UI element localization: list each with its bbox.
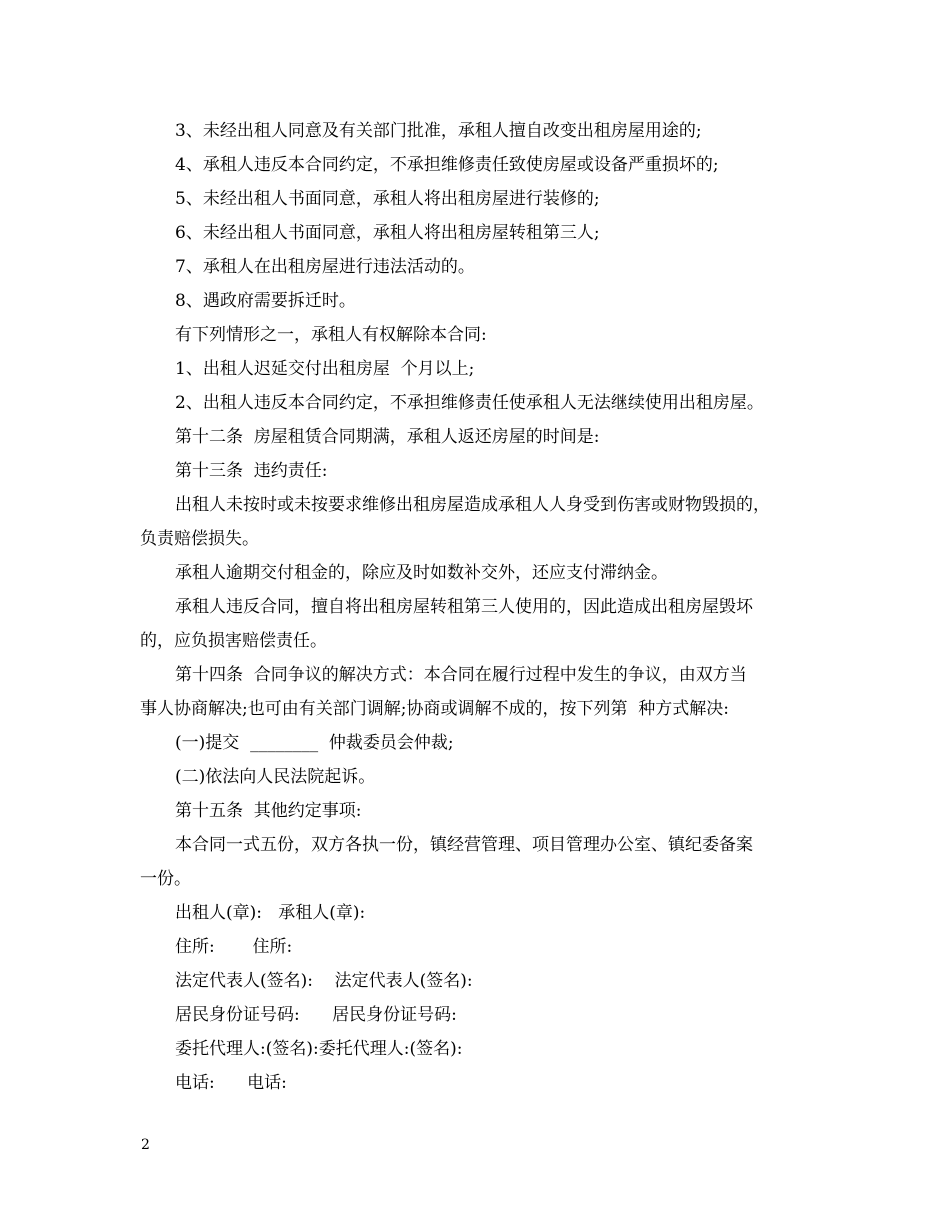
signature-field-line: 出租人(章): 承租人(章): [175,903,366,923]
paragraph-line: 出租人未按时或未按要求维修出租房屋造成承租人人身受到伤害或财物毁损的， [175,495,770,515]
clause-line: 3、未经出租人同意及有关部门批准，承租人擅自改变出租房屋用途的; [175,121,702,141]
clause-line: (二)依法向人民法院起诉。 [175,767,376,787]
signature-field-line: 住所: 住所: [175,937,293,957]
paragraph-line: 负责赔偿损失。 [140,529,259,549]
clause-line: 4、承租人违反本合同约定，不承担维修责任致使房屋或设备严重损坏的; [175,155,719,175]
clause-line: 2、出租人违反本合同约定，不承担维修责任使承租人无法继续使用出租房屋。 [175,393,764,413]
clause-line: 5、未经出租人书面同意，承租人将出租房屋进行装修的; [175,189,600,209]
clause-line: (一)提交 ________ 仲裁委员会仲裁; [175,733,454,753]
paragraph-line: 本合同一式五份，双方各执一份，镇经营管理、项目管理办公室、镇纪委备案 [175,835,753,855]
paragraph-line: 的，应负损害赔偿责任。 [140,631,327,651]
clause-line: 7、承租人在出租房屋进行违法活动的。 [175,257,475,277]
clause-line: 1、出租人迟延交付出租房屋 个月以上; [175,359,475,379]
paragraph-line: 承租人违反合同，擅自将出租房屋转租第三人使用的，因此造成出租房屋毁坏 [175,597,753,617]
signature-field-line: 居民身份证号码: 居民身份证号码: [175,1005,457,1025]
signature-field-line: 法定代表人(签名): 法定代表人(签名): [175,971,473,991]
clause-line: 6、未经出租人书面同意，承租人将出租房屋转租第三人; [175,223,600,243]
signature-field-line: 委托代理人:(签名):委托代理人:(签名): [175,1039,463,1059]
paragraph-line: 承租人逾期交付租金的，除应及时如数补交外，还应支付滞纳金。 [175,563,668,583]
document-body [140,114,820,1100]
article-heading: 第十五条 其他约定事项: [175,801,362,821]
article-heading: 第十四条 合同争议的解决方式：本合同在履行过程中发生的争议，由双方当 [175,665,747,685]
paragraph-line: 事人协商解决;也可由有关部门调解;协商或调解不成的，按下列第 种方式解决: [140,699,729,719]
page-number: 2 [141,1137,150,1153]
article-heading: 第十二条 房屋租赁合同期满，承租人返还房屋的时间是: [175,427,600,447]
clause-line: 8、遇政府需要拆迁时。 [175,291,356,311]
paragraph-line: 一份。 [140,869,191,889]
paragraph-line: 有下列情形之一，承租人有权解除本合同: [175,325,487,345]
signature-field-line: 电话: 电话: [175,1073,287,1093]
article-heading: 第十三条 违约责任: [175,461,328,481]
